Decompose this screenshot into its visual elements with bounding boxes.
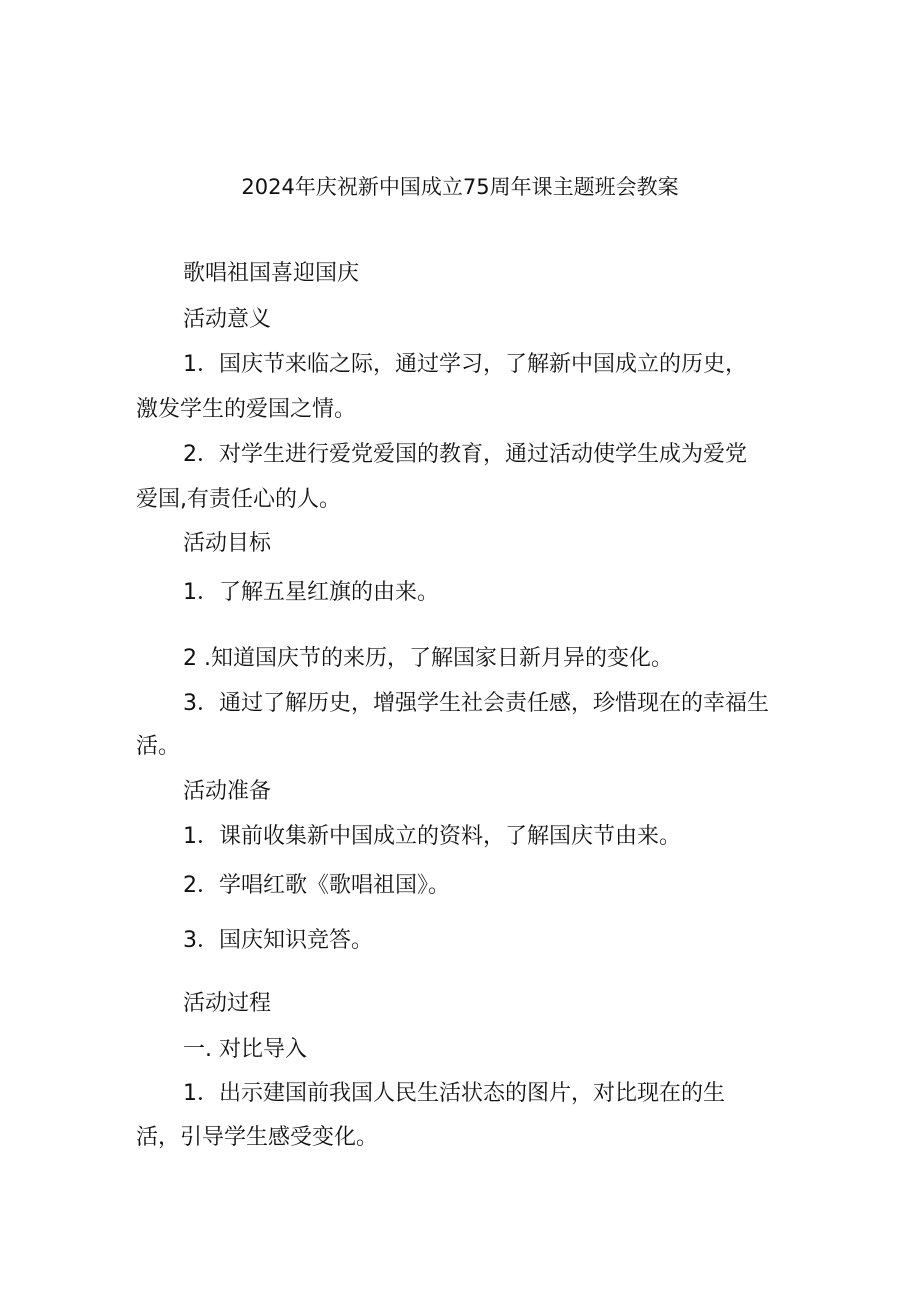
paragraph-line: 活，引导学生感受变化。 [136, 1125, 379, 1150]
paragraph-line: 活。 [136, 734, 181, 759]
paragraph-line: 1．国庆节来临之际，通过学习，了解新中国成立的历史， [183, 352, 747, 377]
paragraph-line: 2 .知道国庆节的来历，了解国家日新月异的变化。 [183, 646, 673, 671]
paragraph-line: 激发学生的爱国之情。 [136, 397, 357, 422]
heading-activity-goals: 活动目标 [183, 531, 272, 556]
paragraph-line: 1．了解五星红旗的由来。 [183, 580, 439, 605]
paragraph-line: 1．课前收集新中国成立的资料，了解国庆节由来。 [183, 824, 681, 849]
section-subtitle: 歌唱祖国喜迎国庆 [183, 261, 360, 286]
paragraph-line: 1．出示建国前我国人民生活状态的图片，对比现在的生 [183, 1081, 725, 1106]
heading-activity-process: 活动过程 [183, 991, 272, 1016]
paragraph-line: 爱国,有责任心的人。 [136, 487, 341, 512]
document-title: 2024年庆祝新中国成立75周年课主题班会教案 [241, 175, 679, 199]
paragraph-line: 2．学唱红歌《歌唱祖国》。 [183, 873, 450, 898]
paragraph-line: 3．通过了解历史，增强学生社会责任感，珍惜现在的幸福生 [183, 691, 769, 716]
subheading-comparison-intro: 一. 对比导入 [183, 1037, 307, 1062]
paragraph-line: 2．对学生进行爱党爱国的教育，通过活动使学生成为爱党 [183, 442, 747, 467]
heading-activity-significance: 活动意义 [183, 307, 272, 332]
heading-activity-preparation: 活动准备 [183, 779, 272, 804]
paragraph-line: 3．国庆知识竞答。 [183, 928, 373, 953]
